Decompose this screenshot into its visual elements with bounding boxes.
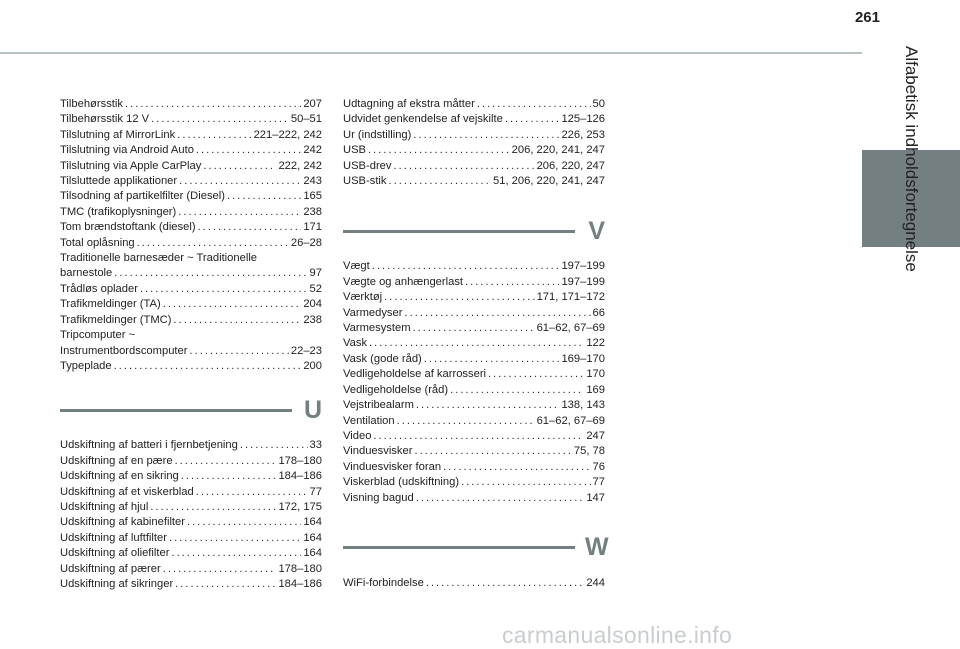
index-entry	[60, 282, 322, 297]
index-pages: 178–180	[278, 454, 322, 467]
index-term: Tilsluttede applikationer	[60, 175, 178, 188]
index-entry	[60, 577, 322, 592]
index-term: Instrumentbordscomputer	[60, 344, 188, 357]
index-entry	[60, 174, 322, 189]
index-pages: 164	[303, 547, 322, 560]
index-term: Tilslutning via Apple CarPlay	[60, 159, 202, 172]
index-pages: 171, 171–172	[536, 291, 605, 304]
index-term: Trafikmeldinger (TA)	[60, 298, 161, 311]
index-entry	[60, 454, 322, 469]
index-entry	[60, 236, 322, 251]
index-entry-line: Tripcomputer ~	[60, 329, 136, 342]
index-term: Trådløs oplader	[60, 282, 138, 295]
dot-leader	[413, 321, 535, 336]
index-term: USB-stik	[343, 175, 387, 188]
index-pages: 184–186	[278, 577, 322, 590]
index-term: Udskiftning af en sikring	[60, 470, 179, 483]
index-term: Vinduesvisker foran	[343, 460, 442, 473]
index-entry	[343, 159, 605, 174]
index-pages: 197–199	[561, 260, 605, 273]
dot-leader	[413, 128, 559, 143]
dot-leader	[240, 439, 308, 454]
index-entry	[60, 359, 322, 374]
dot-leader	[178, 205, 301, 220]
index-pages: 200	[303, 359, 322, 372]
watermark: carmanualsonline.info	[502, 622, 733, 648]
index-term: Udskiftning af en pære	[60, 454, 173, 467]
index-pages: 165	[303, 190, 322, 203]
index-pages: 26–28	[290, 236, 322, 249]
index-pages: 207	[303, 98, 322, 110]
index-entry	[60, 562, 322, 577]
chapter-title: Alfabetisk indholdsfortegnelse	[902, 46, 921, 272]
section-letter-w: W	[585, 533, 609, 562]
index-entry	[343, 576, 605, 591]
index-entry	[343, 174, 605, 189]
dot-leader	[189, 344, 288, 359]
index-term: Udskiftning af batteri i fjernbetjening	[60, 439, 238, 452]
dot-leader	[151, 113, 289, 128]
dot-leader	[368, 144, 510, 159]
index-entry	[60, 531, 322, 546]
index-pages: 50	[592, 98, 605, 110]
index-pages: 138, 143	[561, 399, 605, 412]
dot-leader	[443, 460, 590, 475]
index-term: Varmesystem	[343, 322, 411, 335]
dot-leader	[394, 159, 535, 174]
index-entry	[343, 429, 605, 444]
index-pages: 61–62, 67–69	[536, 322, 605, 335]
index-pages: 22–23	[290, 344, 322, 357]
dot-leader	[416, 399, 560, 414]
index-term: Vinduesvisker	[343, 445, 413, 458]
index-entry	[343, 398, 605, 413]
index-column-left	[60, 97, 322, 592]
index-term: Vægte og anhængerlast	[343, 275, 464, 288]
index-term: Viskerblad (udskiftning)	[343, 476, 460, 489]
section-rule	[343, 230, 575, 233]
index-pages: 204	[303, 298, 322, 311]
dot-leader	[450, 383, 584, 398]
index-term: Vægt	[343, 260, 370, 273]
index-entry	[343, 259, 605, 274]
dot-leader	[171, 547, 301, 562]
index-term: Tilbehørsstik	[60, 98, 123, 110]
page-number: 261	[854, 9, 880, 26]
index-list-u-cont	[343, 97, 605, 189]
section-header-w	[343, 526, 609, 570]
index-entry	[343, 336, 605, 351]
index-list-u	[60, 438, 322, 592]
index-pages: 206, 220, 241, 247	[511, 144, 605, 157]
index-pages: 226, 253	[561, 128, 605, 141]
index-pages: 33	[309, 439, 322, 452]
index-entry	[343, 306, 605, 321]
index-pages: 52	[309, 282, 322, 295]
index-pages: 238	[303, 205, 322, 218]
dot-leader	[140, 282, 308, 297]
index-entry	[343, 460, 605, 475]
index-entry	[60, 297, 322, 312]
dot-leader	[173, 313, 301, 328]
index-pages: 61–62, 67–69	[536, 414, 605, 427]
section-letter-u: U	[303, 395, 322, 424]
index-pages: 242	[303, 144, 322, 157]
index-pages: 75, 78	[573, 445, 605, 458]
index-entry	[343, 444, 605, 459]
index-pages: 147	[586, 491, 605, 504]
index-pages: 222, 242	[278, 159, 322, 172]
dot-leader	[114, 267, 307, 282]
dot-leader	[150, 500, 276, 515]
dot-leader	[227, 190, 301, 205]
dot-leader	[196, 144, 301, 159]
dot-leader	[175, 577, 276, 592]
index-pages: 244	[586, 576, 605, 589]
dot-leader	[488, 368, 584, 383]
dot-leader	[477, 97, 591, 112]
index-term: USB	[343, 144, 367, 157]
index-term: Udskiftning af luftfilter	[60, 531, 167, 544]
index-entry	[60, 205, 322, 220]
index-entry	[60, 546, 322, 561]
index-pages: 171	[303, 221, 322, 234]
dot-leader	[389, 174, 492, 189]
index-term: Udvidet genkendelse af vejskilte	[343, 113, 503, 126]
dot-leader	[397, 414, 535, 429]
dot-leader	[414, 445, 571, 460]
index-term: Trafikmeldinger (TMC)	[60, 313, 172, 326]
index-entry	[60, 469, 322, 484]
index-entry	[343, 475, 605, 490]
index-entry	[343, 383, 605, 398]
index-term: Vedligeholdelse (råd)	[343, 383, 449, 396]
dot-leader	[179, 174, 301, 189]
dot-leader	[181, 470, 277, 485]
index-term: Udtagning af ekstra måtter	[343, 98, 475, 110]
section-rule	[60, 409, 292, 412]
dot-leader	[505, 113, 560, 128]
index-list-w	[343, 576, 605, 591]
index-term: Visning bagud	[343, 491, 414, 504]
index-pages: 169–170	[561, 352, 605, 365]
index-column-right	[343, 97, 609, 591]
index-entry	[343, 128, 605, 143]
index-term: Vask	[343, 337, 368, 350]
section-letter-v: V	[588, 216, 605, 245]
dot-leader	[137, 236, 289, 251]
index-entry	[60, 159, 322, 174]
index-pages: 51, 206, 220, 241, 247	[493, 175, 605, 188]
index-entry	[60, 143, 322, 158]
index-pages: 164	[303, 531, 322, 544]
index-term: Udskiftning af hjul	[60, 500, 149, 513]
index-pages: 247	[586, 429, 605, 442]
index-term: Værktøj	[343, 291, 383, 304]
dot-leader	[372, 260, 560, 275]
index-entry	[343, 290, 605, 305]
index-term: Ventilation	[343, 414, 395, 427]
dot-leader	[114, 359, 302, 374]
index-term: Tom brændstoftank (diesel)	[60, 221, 196, 234]
dot-leader	[426, 576, 585, 591]
index-term: Vask (gode råd)	[343, 352, 422, 365]
index-term: Tilsodning af partikelfilter (Diesel)	[60, 190, 225, 203]
dot-leader	[404, 306, 590, 321]
index-pages: 50–51	[290, 113, 322, 126]
dot-leader	[198, 221, 302, 236]
index-entry	[60, 515, 322, 530]
dot-leader	[125, 97, 301, 112]
index-entry	[60, 313, 322, 328]
dot-leader	[461, 476, 590, 491]
index-entry	[60, 220, 322, 235]
index-term: Vejstribealarm	[343, 399, 414, 412]
index-term: TMC (trafikoplysninger)	[60, 205, 177, 218]
dot-leader	[373, 429, 584, 444]
index-pages: 206, 220, 247	[536, 159, 605, 172]
index-entry	[60, 485, 322, 500]
index-pages: 221–222, 242	[253, 128, 322, 141]
index-entry	[343, 414, 605, 429]
index-entry	[60, 128, 322, 143]
dot-leader	[187, 516, 301, 531]
section-header-v	[343, 209, 605, 253]
index-pages: 125–126	[561, 113, 605, 126]
index-pages: 184–186	[278, 470, 322, 483]
section-rule	[343, 546, 575, 549]
index-pages: 77	[592, 476, 605, 489]
index-pages: 97	[309, 267, 322, 280]
index-entry	[343, 352, 605, 367]
index-entry	[343, 112, 605, 127]
index-entry	[60, 438, 322, 453]
index-entry-line: Traditionelle barnesæder ~ Traditionelle	[60, 252, 258, 265]
index-pages: 164	[303, 516, 322, 529]
dot-leader	[384, 291, 534, 306]
index-term: Total oplåsning	[60, 236, 135, 249]
dot-leader	[163, 562, 277, 577]
index-term: Udskiftning af sikringer	[60, 577, 174, 590]
index-term: Varmedyser	[343, 306, 403, 319]
index-term: Udskiftning af oliefilter	[60, 547, 170, 560]
index-pages: 178–180	[278, 562, 322, 575]
index-term: USB-drev	[343, 159, 392, 172]
index-pages: 197–199	[561, 275, 605, 288]
index-pages: 243	[303, 175, 322, 188]
dot-leader	[465, 275, 559, 290]
index-entry	[343, 367, 605, 382]
dot-leader	[163, 298, 302, 313]
index-entry	[60, 97, 322, 112]
index-pages: 169	[586, 383, 605, 396]
index-term: Typeplade	[60, 359, 112, 372]
index-term: Tilbehørsstik 12 V	[60, 113, 150, 126]
dot-leader	[416, 491, 585, 506]
index-list-t	[60, 97, 322, 374]
index-term: Tilslutning via Android Auto	[60, 144, 194, 157]
section-header-u	[60, 388, 322, 432]
dot-leader	[175, 454, 277, 469]
index-term: Udskiftning af pærer	[60, 562, 161, 575]
index-pages: 66	[592, 306, 605, 319]
header-rule	[0, 52, 862, 54]
index-entry	[343, 143, 605, 158]
index-pages: 172, 175	[278, 500, 322, 513]
index-entry	[343, 491, 605, 506]
index-entry	[60, 189, 322, 204]
index-entry	[60, 112, 322, 127]
index-entry	[60, 500, 322, 515]
index-term: Vedligeholdelse af karrosseri	[343, 368, 487, 381]
dot-leader	[369, 337, 584, 352]
index-list-v	[343, 259, 605, 506]
index-term: Udskiftning af et viskerblad	[60, 485, 194, 498]
dot-leader	[203, 159, 276, 174]
index-term: barnestole	[60, 267, 113, 280]
index-term: Ur (indstilling)	[343, 128, 412, 141]
index-term: WiFi-forbindelse	[343, 576, 424, 589]
index-pages: 76	[592, 460, 605, 473]
index-term: Video	[343, 429, 372, 442]
dot-leader	[196, 485, 308, 500]
index-term: Tilslutning af MirrorLink	[60, 128, 176, 141]
index-entry	[343, 321, 605, 336]
index-entry	[60, 344, 322, 359]
index-entry	[343, 275, 605, 290]
index-pages: 122	[586, 337, 605, 350]
index-pages: 77	[309, 485, 322, 498]
index-pages: 170	[586, 368, 605, 381]
dot-leader	[169, 531, 301, 546]
dot-leader	[424, 352, 560, 367]
index-term: Udskiftning af kabinefilter	[60, 516, 185, 529]
index-entry	[60, 266, 322, 281]
index-pages: 238	[303, 313, 322, 326]
index-entry	[343, 97, 605, 112]
dot-leader	[177, 128, 251, 143]
